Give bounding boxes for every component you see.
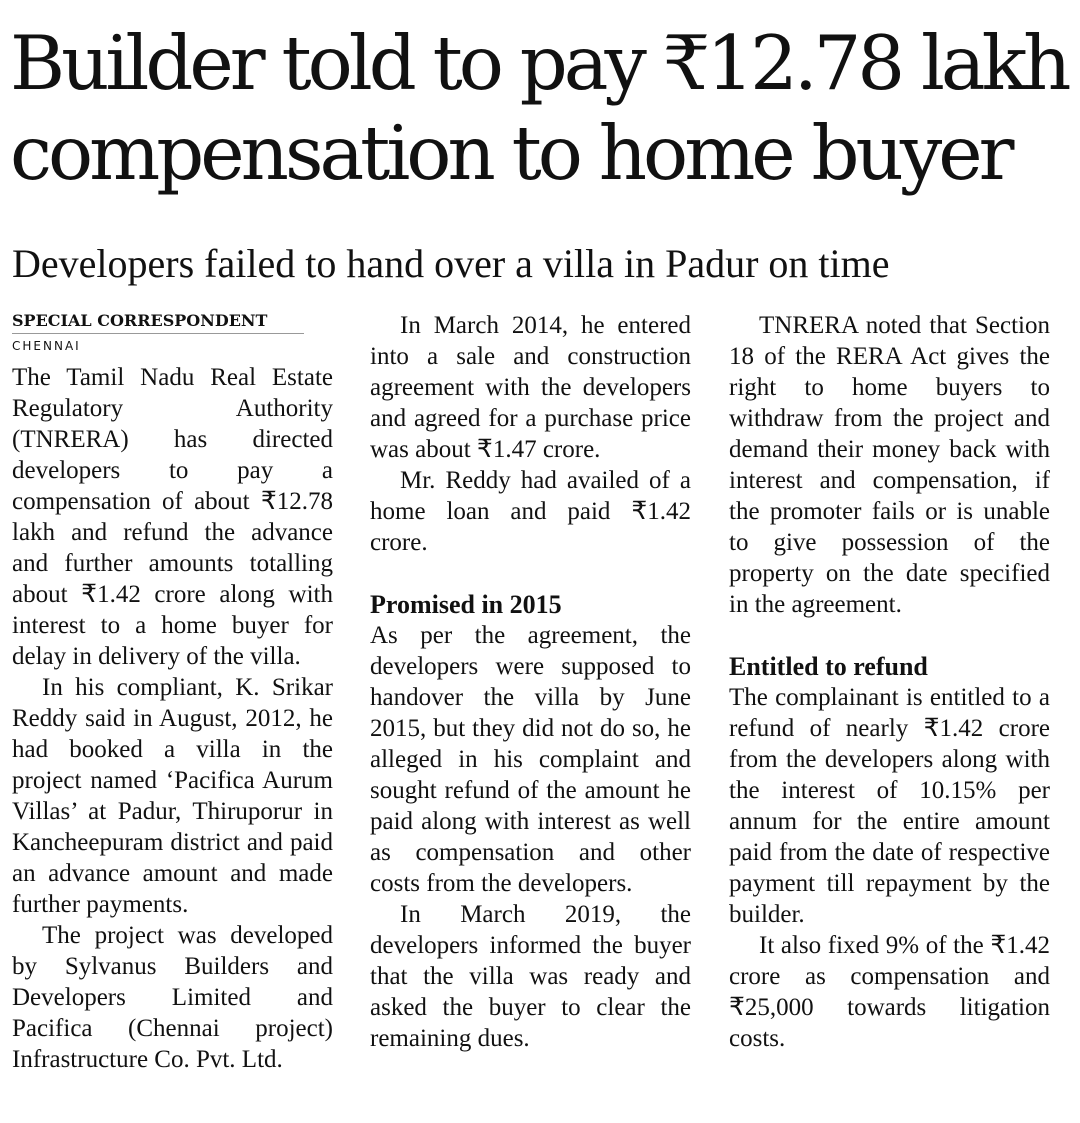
byline: SPECIAL CORRESPONDENT — [12, 311, 268, 330]
paragraph: As per the agreement, the developers were supposed to handover the villa by June 2015, but they did not do so, he alleged in his complaint and sought refund of the amount he paid along with interest as well as compensation and other costs from the developers. — [370, 622, 691, 897]
crosshead: Entitled to refund — [729, 652, 928, 681]
article-column-1 — [12, 310, 333, 1075]
paragraph: The complainant is entitled to a refund of nearly ₹1.42 crore from the developers along with the interest of 10.15% per annum for the entire amount paid from the date of respective payment till repayment by the builder. — [729, 684, 1050, 928]
subheadline: Developers failed to hand over a villa in Padur on time — [12, 241, 890, 286]
paragraph: In March 2014, he entered into a sale and construction agreement with the developers and agreed for a purchase price was about ₹1.47 crore. — [370, 312, 691, 463]
paragraph: In March 2019, the developers informed the buyer that the villa was ready and asked the buyer to clear the remaining dues. — [370, 901, 691, 1052]
article-column-2 — [370, 310, 691, 1054]
crosshead: Promised in 2015 — [370, 590, 562, 619]
paragraph: Mr. Reddy had availed of a home loan and paid ₹1.42 crore. — [370, 467, 691, 556]
paragraph: The Tamil Nadu Real Estate Regulatory Authority (TNRERA) has directed developers to pay a compensation of about ₹12.78 lakh and refund the advance and further amounts totalling about ₹1.42 crore along with interest to a home buyer for delay in delivery of the villa. — [12, 364, 333, 670]
paragraph: In his compliant, K. Srikar Reddy said in August, 2012, he had booked a villa in the project named ‘Pacifica Aurum Villas’ at Padur, Thiruporur in Kancheepuram district and paid an advance amount and made further payments. — [12, 674, 333, 918]
paragraph: The project was developed by Sylvanus Builders and Developers Limited and Pacifica (Chennai project) Infrastructure Co. Pvt. Ltd. — [12, 922, 333, 1073]
article-column-3 — [729, 310, 1050, 1054]
paragraph: TNRERA noted that Section 18 of the RERA Act gives the right to home buyers to withdraw from the project and demand their money back with interest and compensation, if the promoter fails or is unable to give possession of the property on the date specified in the agreement. — [729, 312, 1050, 618]
byline-divider — [12, 333, 304, 334]
headline: Builder told to pay ₹12.78 lakh compensation to home buyer — [10, 19, 1068, 197]
dateline: CHENNAI — [12, 339, 81, 353]
paragraph: It also fixed 9% of the ₹1.42 crore as compensation and ₹25,000 towards litigation costs. — [729, 932, 1050, 1052]
